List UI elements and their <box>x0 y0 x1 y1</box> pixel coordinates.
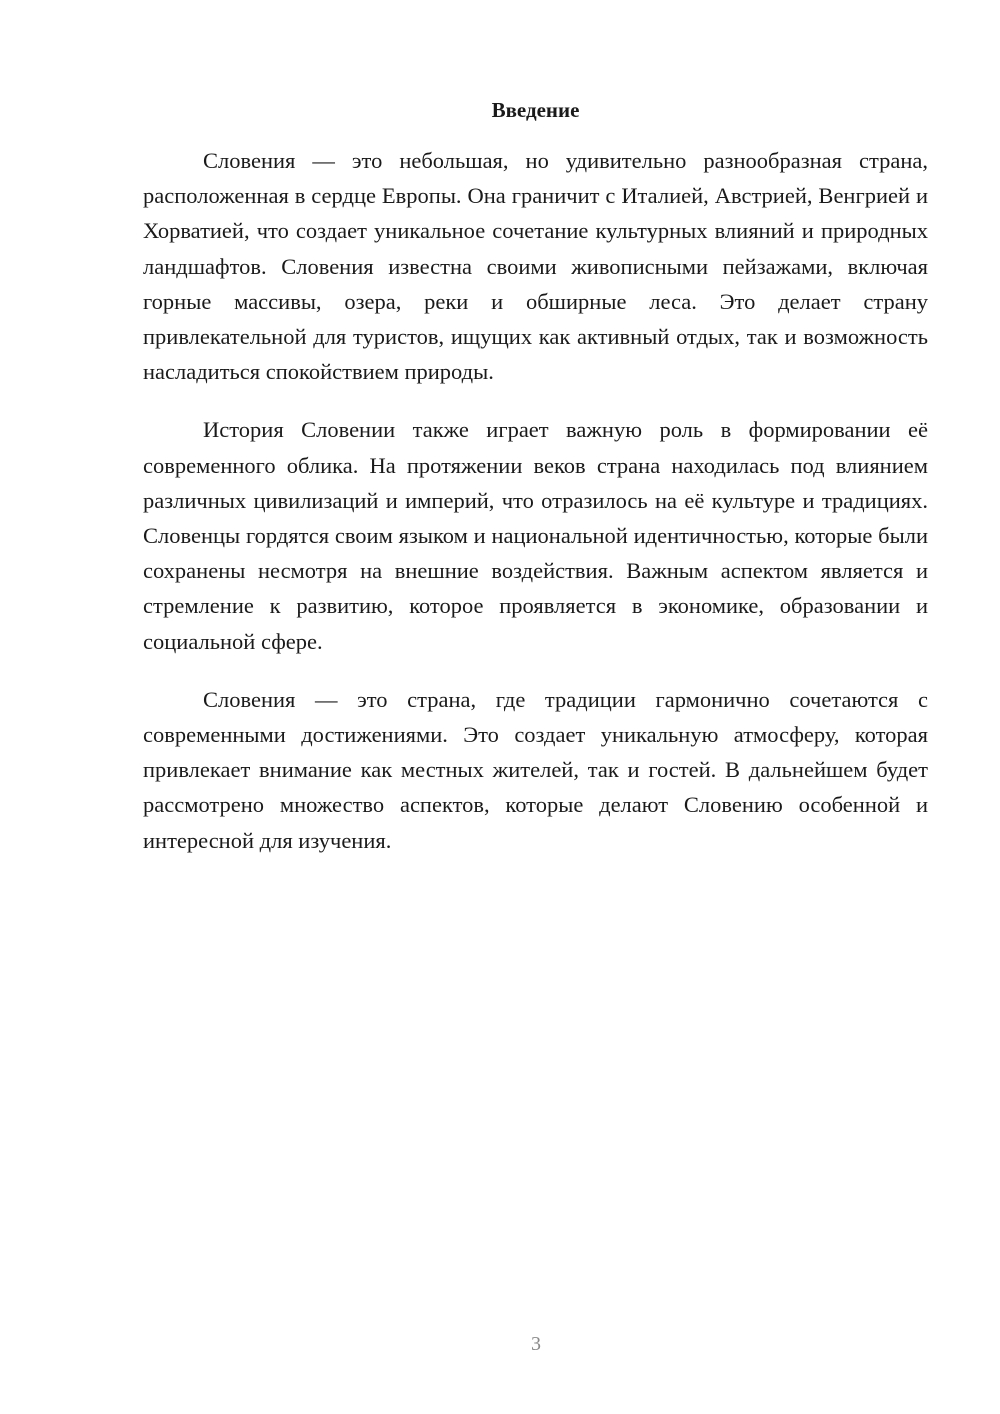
paragraph-2: История Словении также играет важную роль в формировании её современного облика. На протяжении веков страна находилась под влиянием различных цивилизаций и империй, что отразилось на её культуре и традициях. Словенцы гордятся своим языком и национальной идентичностью, которые были сохранены несмотря на внешние воздействия. Важным аспектом является и стремление к развитию, которое проявляется в экономике, образовании и социальной сфере. <box>143 417 928 654</box>
paragraph-1: Словения — это небольшая, но удивительно разнообразная страна, расположенная в сердце Европы. Она граничит с Италией, Австрией, Венгрией и Хорватией, что создает уникальное сочетание культурных влияний и природных ландшафтов. Словения известна своими живописными пейзажами, включая горные массивы, озера, реки и обширные леса. Это делает страну привлекательной для туристов, ищущих как активный отдых, так и возможность насладиться спокойствием природы. <box>143 148 928 385</box>
section-heading: Введение <box>491 98 580 122</box>
page-content <box>143 95 928 881</box>
page-number: 3 <box>531 1333 541 1355</box>
paragraph-3: Словения — это страна, где традиции гармонично сочетаются с современными достижениями. Это создает уникальную атмосферу, которая привлекает внимание как местных жителей, так и гостей. В дальнейшем будет рассмотрено множество аспектов, которые делают Словению особенной и интересной для изучения. <box>143 686 928 853</box>
